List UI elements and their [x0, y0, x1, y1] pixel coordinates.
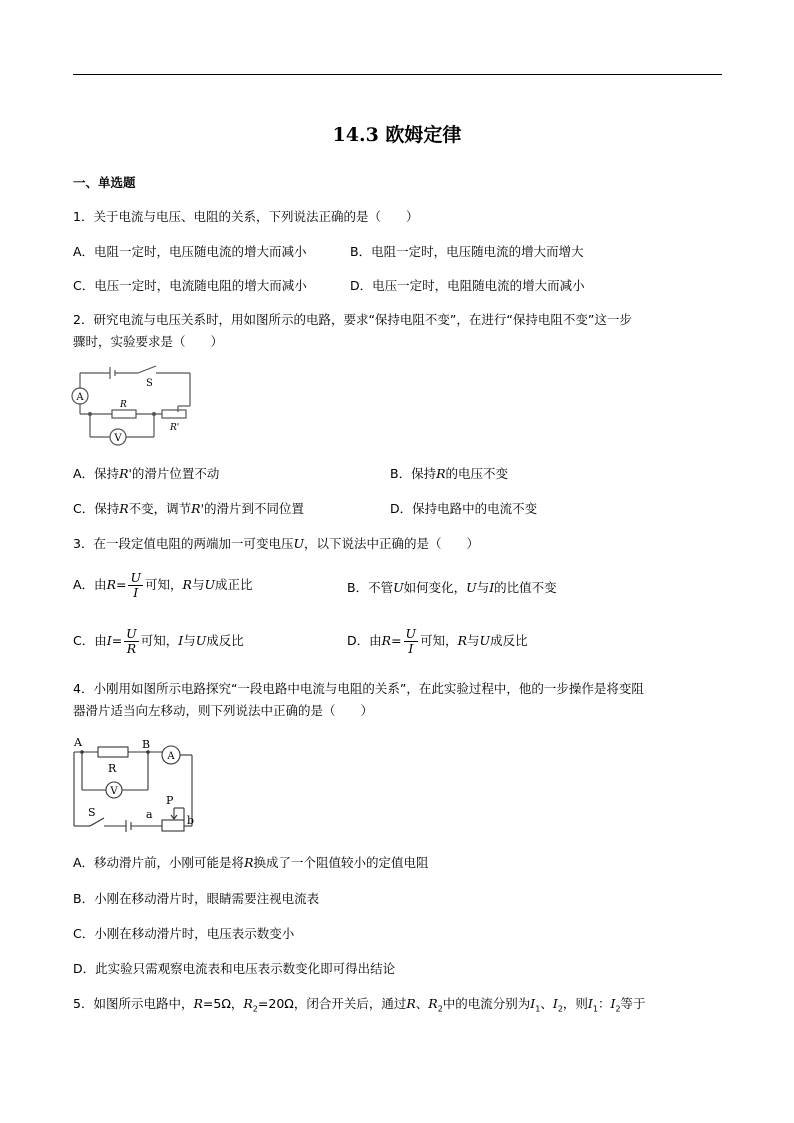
q1-stem: 1．关于电流与电压、电阻的关系，下列说法正确的是（ ） [73, 209, 419, 224]
fraction: $\frac{U}{R}$ [126, 626, 137, 656]
q5-stem: 5．如图所示电路中，R=5Ω，$R_2=20\Omega$，闭合开关后，通过R、$R_2$中的电流分别为$I_1$、$I_2$，则$I_1$：$I_2$等于 [73, 996, 646, 1014]
q4-option-c: C．小刚在移动滑片时，电压表示数变小 [73, 926, 295, 941]
q4-stem-line1: 4．小刚用如图所示电路探究“一段电路中电流与电阻的关系”，在此实验过程中，他的一步操作是将变阻 [73, 681, 644, 696]
q3-option-d: D．由R= $\frac{U}{I}$ 可知，R与U成反比 [347, 626, 528, 656]
ammeter-label: A [76, 392, 84, 403]
q2-circuit-diagram [68, 362, 198, 448]
rheostat-label: R' [170, 423, 180, 433]
resistor-label: R [120, 400, 127, 410]
voltmeter-label: V [114, 433, 122, 444]
rheostat-end-a-label: a [146, 808, 153, 821]
q2-option-a: A．保持R'的滑片位置不动 [73, 466, 220, 481]
ammeter-label: A [167, 751, 175, 762]
node-a-label: A [74, 736, 82, 749]
node-b-label: B [142, 738, 151, 751]
q2-stem-line1: 2．研究电流与电压关系时，用如图所示的电路，要求“保持电阻不变”，在进行“保持电阻不变”这一步 [73, 312, 632, 327]
q3-stem: 3．在一段定值电阻的两端加一可变电压U，以下说法中正确的是（ ） [73, 536, 480, 551]
resistor-label: R [108, 762, 117, 775]
q3-option-c: C．由I= $\frac{U}{R}$ 可知，I与U成反比 [73, 626, 244, 656]
q1-option-a: A．电阻一定时，电压随电流的增大而减小 [73, 244, 307, 259]
q1-option-c: C．电压一定时，电流随电阻的增大而减小 [73, 278, 307, 293]
switch-label: S [146, 378, 153, 389]
page-title: 14.3 欧姆定律 [332, 124, 462, 146]
q2-option-d: D．保持电路中的电流不变 [390, 501, 538, 516]
voltmeter-label: V [110, 786, 118, 797]
q1-option-d: D．电压一定时，电阻随电流的增大而减小 [350, 278, 585, 293]
q4-circuit-diagram [68, 736, 208, 832]
q1-option-b: B．电阻一定时，电压随电流的增大而增大 [350, 244, 584, 259]
q4-option-a: A．移动滑片前，小刚可能是将R换成了一个阻值较小的定值电阻 [73, 855, 429, 870]
q4-stem-line2: 器滑片适当向左移动，则下列说法中正确的是（ ） [73, 703, 374, 718]
q4-option-d: D．此实验只需观察电流表和电压表示数变化即可得出结论 [73, 961, 396, 976]
rheostat-end-b-label: b [187, 814, 195, 827]
node-dot [152, 412, 156, 416]
q3-option-b: B．不管U如何变化，U与I的比值不变 [347, 580, 557, 595]
q2-option-b: B．保持R的电压不变 [390, 466, 509, 481]
q2-stem-line2: 骤时，实验要求是（ ） [73, 334, 224, 349]
switch-label: S [88, 806, 96, 819]
fraction: $\frac{U}{I}$ [405, 626, 417, 656]
header-rule [73, 74, 722, 75]
slider-p-label: P [166, 794, 174, 807]
q4-option-b: B．小刚在移动滑片时，眼睛需要注视电流表 [73, 891, 320, 906]
q2-option-c: C．保持R不变，调节R'的滑片到不同位置 [73, 501, 305, 516]
fraction: $\frac{U}{I}$ [130, 570, 142, 600]
q3-option-a: A．由R= $\frac{U}{I}$ 可知，R与U成正比 [73, 570, 253, 600]
node-dot [88, 412, 92, 416]
section-heading: 一、单选题 [73, 175, 136, 190]
node-dot [80, 750, 84, 754]
